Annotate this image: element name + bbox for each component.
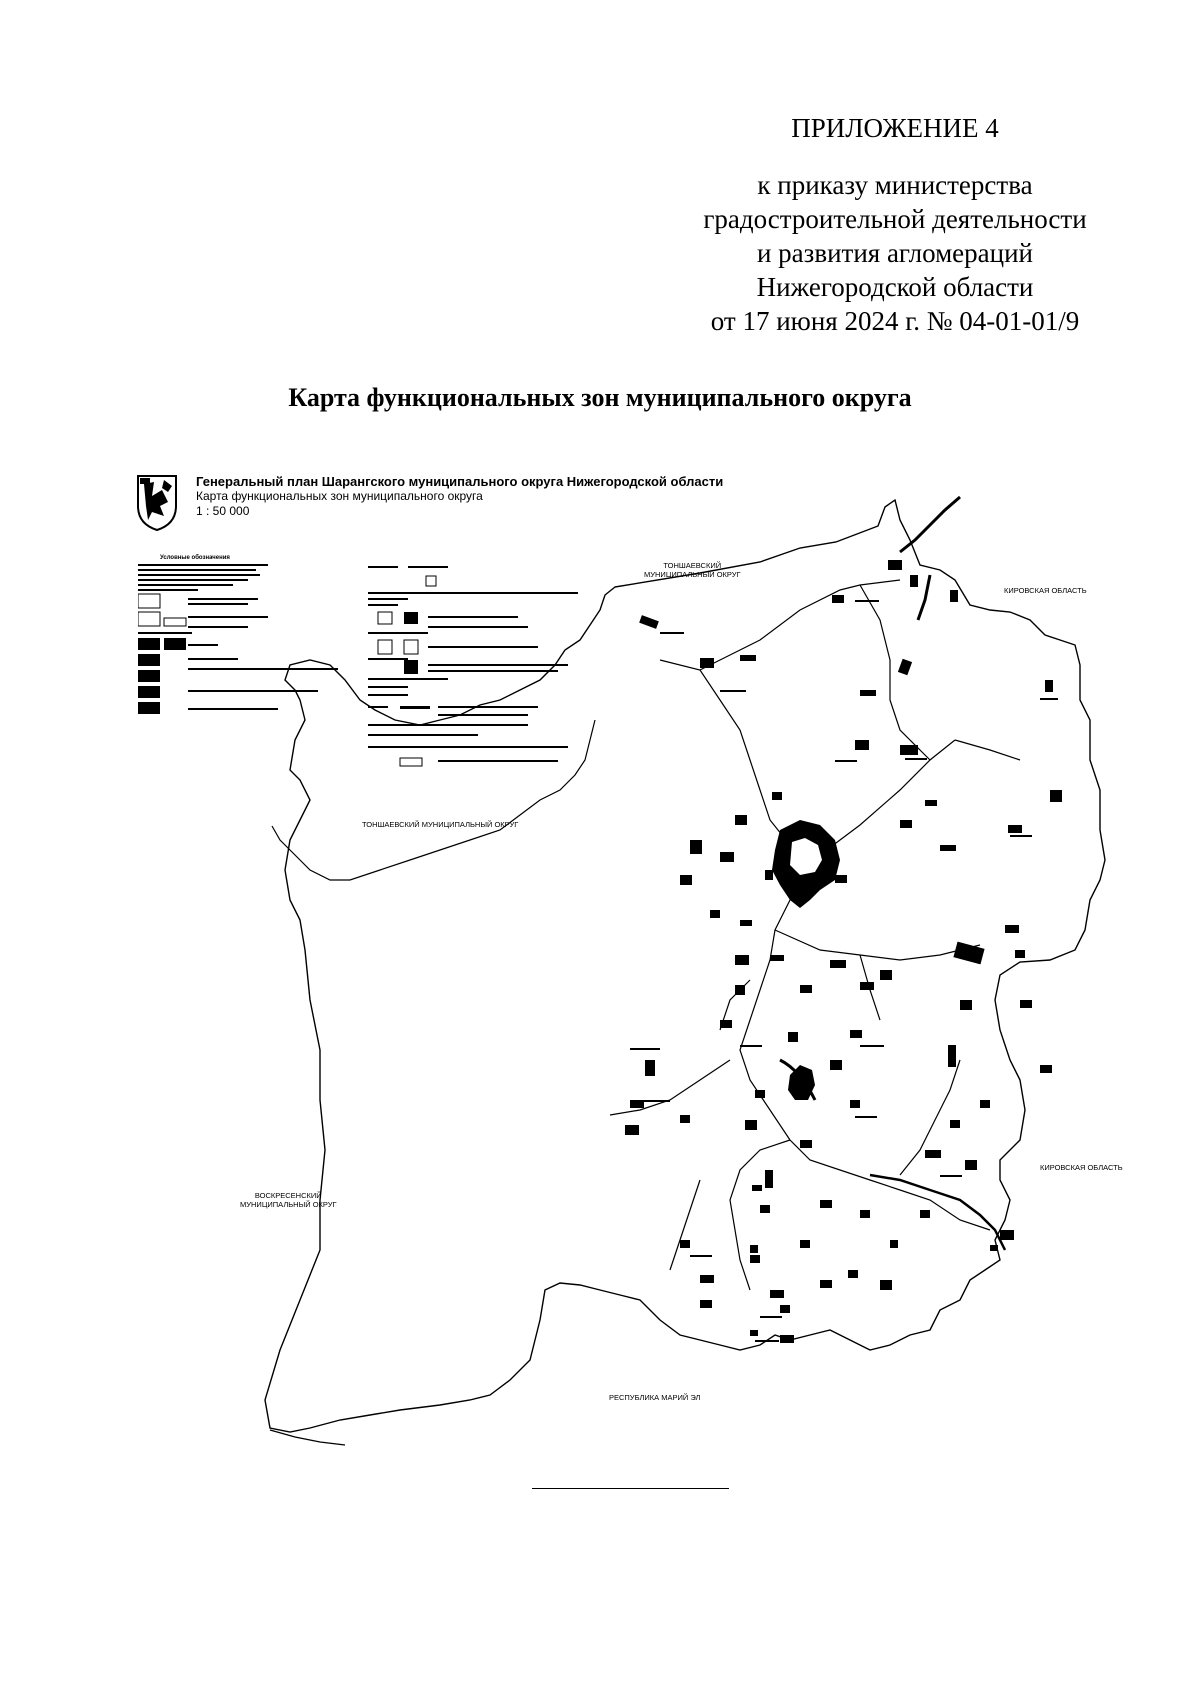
appendix-line: от 17 июня 2024 г. № 04-01-01/9	[710, 306, 1080, 336]
map-subtitle: Карта функциональных зон муниципального округа	[196, 489, 483, 503]
map-scale: 1 : 50 000	[196, 504, 250, 518]
map-title: Генеральный план Шарангского муниципального округа Нижегородской области	[196, 474, 724, 489]
region-label-mari-el: РЕСПУБЛИКА МАРИЙ ЭЛ	[609, 1393, 701, 1402]
document-title: Карта функциональных зон муниципального округа	[288, 383, 912, 412]
appendix-line: градостроительной деятельности	[703, 204, 1087, 234]
appendix-line: Нижегородской области	[756, 272, 1034, 302]
region-label-kirov-right: КИРОВСКАЯ ОБЛАСТЬ	[1040, 1163, 1123, 1172]
district-boundary	[265, 500, 1105, 1432]
bottom-rule	[532, 1488, 729, 1489]
appendix-title: ПРИЛОЖЕНИЕ 4	[791, 113, 999, 143]
region-label-tonshaevsky-left: ТОНШАЕВСКИЙ МУНИЦИПАЛЬНЫЙ ОКРУГ	[362, 820, 519, 829]
region-label-line: ВОСКРЕСЕНСКИЙ	[254, 1191, 322, 1200]
region-label-line: ТОНШАЕВСКИЙ	[663, 561, 722, 570]
region-label-line: МУНИЦИПАЛЬНЫЙ ОКРУГ	[240, 1200, 337, 1209]
region-label-line: МУНИЦИПАЛЬНЫЙ ОКРУГ	[644, 570, 741, 579]
region-label-kirov-top: КИРОВСКАЯ ОБЛАСТЬ	[1004, 586, 1087, 595]
appendix-line: и развития агломераций	[756, 238, 1033, 268]
legend-title: Условные обозначения	[160, 555, 230, 561]
appendix-line: к приказу министерства	[757, 170, 1033, 200]
